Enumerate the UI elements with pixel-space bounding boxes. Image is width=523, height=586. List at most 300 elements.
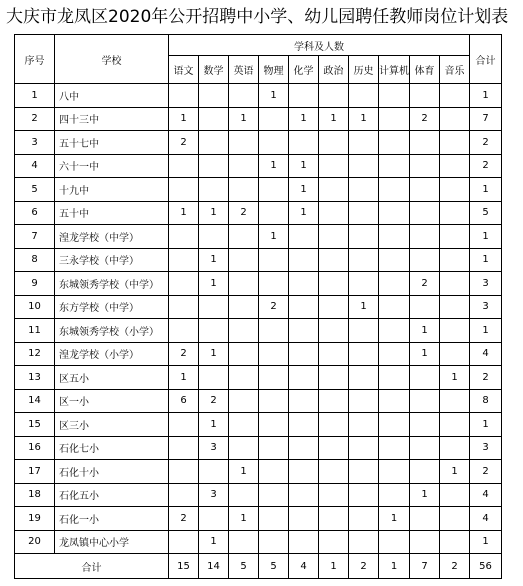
row-cell — [199, 131, 229, 155]
row-cell — [289, 84, 319, 108]
row-cell — [229, 84, 259, 108]
row-cell — [289, 319, 319, 343]
row-cell — [379, 131, 410, 155]
table-row — [15, 84, 502, 108]
row-cell — [410, 295, 440, 319]
row-cell — [199, 225, 229, 249]
row-cell — [349, 460, 379, 484]
header-subject: 数学 — [199, 56, 229, 84]
row-total: 1 — [470, 530, 502, 554]
row-cell — [199, 84, 229, 108]
grand-total: 56 — [470, 554, 502, 579]
row-cell — [379, 84, 410, 108]
header-index: 序号 — [15, 35, 55, 84]
row-cell — [319, 413, 349, 437]
header-row-top — [15, 35, 502, 56]
row-cell — [379, 483, 410, 507]
table-row — [15, 225, 502, 249]
row-cell: 1 — [319, 107, 349, 131]
row-cell — [379, 366, 410, 390]
row-cell — [229, 366, 259, 390]
row-cell — [379, 413, 410, 437]
row-total: 5 — [470, 201, 502, 225]
row-index: 20 — [15, 530, 55, 554]
row-cell — [229, 225, 259, 249]
row-cell — [440, 483, 470, 507]
row-cell — [199, 178, 229, 202]
table-row — [15, 107, 502, 131]
row-cell — [259, 201, 289, 225]
row-cell — [259, 436, 289, 460]
row-index: 1 — [15, 84, 55, 108]
row-cell — [349, 389, 379, 413]
table-row — [15, 413, 502, 437]
row-cell — [410, 530, 440, 554]
row-cell — [410, 84, 440, 108]
row-cell — [169, 178, 199, 202]
row-index: 10 — [15, 295, 55, 319]
row-cell: 1 — [199, 272, 229, 296]
row-cell: 1 — [259, 154, 289, 178]
header-subject: 化学 — [289, 56, 319, 84]
row-total: 3 — [470, 272, 502, 296]
row-school: 石化七小 — [55, 436, 169, 460]
totals-cell: 1 — [379, 554, 410, 579]
row-cell — [319, 272, 349, 296]
row-cell — [379, 530, 410, 554]
row-cell — [440, 131, 470, 155]
row-cell — [319, 436, 349, 460]
row-cell — [349, 342, 379, 366]
row-cell — [229, 319, 259, 343]
row-cell — [229, 178, 259, 202]
row-cell — [289, 483, 319, 507]
row-total: 3 — [470, 295, 502, 319]
row-cell — [259, 530, 289, 554]
row-school: 区五小 — [55, 366, 169, 390]
table-title: 大庆市龙凤区2020年公开招聘中小学、幼儿园聘任教师岗位计划表 — [6, 7, 509, 27]
row-cell — [349, 507, 379, 531]
row-cell — [259, 178, 289, 202]
table-row — [15, 436, 502, 460]
totals-cell: 2 — [440, 554, 470, 579]
row-cell: 1 — [289, 178, 319, 202]
row-cell — [440, 413, 470, 437]
row-cell: 1 — [289, 107, 319, 131]
row-cell — [379, 389, 410, 413]
table-row — [15, 342, 502, 366]
row-cell — [440, 248, 470, 272]
totals-row — [15, 554, 502, 579]
row-cell: 2 — [169, 131, 199, 155]
row-cell — [349, 413, 379, 437]
row-cell: 2 — [410, 107, 440, 131]
row-cell — [259, 366, 289, 390]
row-cell — [259, 107, 289, 131]
row-cell: 2 — [169, 342, 199, 366]
row-school: 四十三中 — [55, 107, 169, 131]
row-cell — [229, 389, 259, 413]
row-cell — [440, 272, 470, 296]
row-total: 2 — [470, 460, 502, 484]
row-cell — [259, 248, 289, 272]
row-cell: 1 — [169, 366, 199, 390]
row-cell — [169, 530, 199, 554]
row-cell: 2 — [229, 201, 259, 225]
row-cell — [379, 295, 410, 319]
row-cell — [259, 460, 289, 484]
table-row — [15, 131, 502, 155]
row-cell — [199, 154, 229, 178]
row-index: 6 — [15, 201, 55, 225]
row-index: 19 — [15, 507, 55, 531]
row-cell — [440, 342, 470, 366]
row-cell: 3 — [199, 436, 229, 460]
totals-cell: 5 — [259, 554, 289, 579]
row-index: 7 — [15, 225, 55, 249]
row-cell — [169, 413, 199, 437]
row-index: 17 — [15, 460, 55, 484]
row-cell: 1 — [289, 154, 319, 178]
row-cell — [319, 178, 349, 202]
row-cell — [410, 507, 440, 531]
row-index: 13 — [15, 366, 55, 390]
row-total: 4 — [470, 342, 502, 366]
header-subject: 体育 — [410, 56, 440, 84]
row-cell — [229, 131, 259, 155]
row-cell — [349, 319, 379, 343]
row-index: 11 — [15, 319, 55, 343]
table-row — [15, 319, 502, 343]
row-school: 湟龙学校（小学） — [55, 342, 169, 366]
row-cell: 1 — [410, 483, 440, 507]
header-subject: 语文 — [169, 56, 199, 84]
row-cell — [169, 460, 199, 484]
row-cell — [229, 413, 259, 437]
row-cell — [229, 342, 259, 366]
row-cell — [229, 295, 259, 319]
row-total: 7 — [470, 107, 502, 131]
row-cell — [349, 178, 379, 202]
row-school: 东方学校（中学） — [55, 295, 169, 319]
row-index: 2 — [15, 107, 55, 131]
row-cell — [379, 460, 410, 484]
row-index: 8 — [15, 248, 55, 272]
row-cell: 1 — [259, 84, 289, 108]
row-cell — [319, 225, 349, 249]
row-cell — [379, 248, 410, 272]
row-cell: 1 — [199, 413, 229, 437]
row-cell: 1 — [199, 342, 229, 366]
table-row — [15, 389, 502, 413]
table-row — [15, 248, 502, 272]
row-cell — [319, 248, 349, 272]
row-cell: 1 — [440, 460, 470, 484]
row-cell — [349, 483, 379, 507]
row-cell — [169, 483, 199, 507]
row-cell — [289, 389, 319, 413]
header-total: 合计 — [470, 35, 502, 84]
totals-cell: 7 — [410, 554, 440, 579]
row-cell — [349, 272, 379, 296]
table-row — [15, 366, 502, 390]
row-cell — [379, 201, 410, 225]
row-cell — [410, 436, 440, 460]
row-cell — [289, 225, 319, 249]
row-cell — [410, 178, 440, 202]
row-school: 区三小 — [55, 413, 169, 437]
row-school: 石化一小 — [55, 507, 169, 531]
row-index: 9 — [15, 272, 55, 296]
row-cell: 1 — [440, 366, 470, 390]
row-cell — [169, 225, 199, 249]
row-cell — [289, 507, 319, 531]
row-cell: 2 — [169, 507, 199, 531]
row-cell: 1 — [199, 248, 229, 272]
row-cell — [349, 131, 379, 155]
row-cell — [229, 436, 259, 460]
totals-label: 合计 — [15, 554, 169, 579]
row-school: 十九中 — [55, 178, 169, 202]
row-total: 8 — [470, 389, 502, 413]
row-cell: 1 — [229, 460, 259, 484]
row-cell — [289, 460, 319, 484]
row-cell — [379, 436, 410, 460]
totals-cell: 2 — [349, 554, 379, 579]
row-cell — [319, 507, 349, 531]
row-cell — [319, 342, 349, 366]
row-school: 八中 — [55, 84, 169, 108]
row-cell — [259, 389, 289, 413]
row-cell — [259, 507, 289, 531]
row-cell — [379, 272, 410, 296]
row-total: 2 — [470, 366, 502, 390]
row-cell — [199, 295, 229, 319]
recruitment-plan-table — [14, 34, 502, 579]
row-cell — [440, 107, 470, 131]
row-index: 5 — [15, 178, 55, 202]
row-cell — [410, 366, 440, 390]
row-cell — [229, 530, 259, 554]
row-cell — [440, 507, 470, 531]
row-cell — [440, 389, 470, 413]
totals-cell: 1 — [319, 554, 349, 579]
row-cell — [289, 295, 319, 319]
row-cell — [379, 342, 410, 366]
row-cell: 1 — [379, 507, 410, 531]
row-cell — [349, 530, 379, 554]
row-cell — [289, 413, 319, 437]
row-cell — [289, 342, 319, 366]
row-cell — [410, 248, 440, 272]
row-total: 1 — [470, 225, 502, 249]
row-total: 1 — [470, 178, 502, 202]
table-row — [15, 460, 502, 484]
row-cell — [169, 319, 199, 343]
row-cell — [440, 84, 470, 108]
row-school: 六十一中 — [55, 154, 169, 178]
totals-cell: 4 — [289, 554, 319, 579]
row-cell — [349, 248, 379, 272]
row-total: 1 — [470, 248, 502, 272]
row-school: 区一小 — [55, 389, 169, 413]
row-cell — [410, 131, 440, 155]
row-cell — [349, 436, 379, 460]
row-cell — [259, 319, 289, 343]
table-row — [15, 530, 502, 554]
row-cell: 2 — [259, 295, 289, 319]
row-cell — [289, 272, 319, 296]
row-cell — [410, 201, 440, 225]
row-cell — [440, 295, 470, 319]
row-cell — [349, 201, 379, 225]
row-index: 3 — [15, 131, 55, 155]
row-total: 1 — [470, 413, 502, 437]
row-cell: 1 — [229, 507, 259, 531]
row-cell — [319, 154, 349, 178]
row-cell — [410, 413, 440, 437]
table-row — [15, 201, 502, 225]
row-cell: 1 — [349, 295, 379, 319]
row-cell — [169, 295, 199, 319]
row-index: 16 — [15, 436, 55, 460]
row-cell — [319, 131, 349, 155]
row-cell — [259, 483, 289, 507]
table-row — [15, 178, 502, 202]
header-subjects-group: 学科及人数 — [169, 35, 470, 56]
row-cell — [319, 460, 349, 484]
row-cell — [440, 436, 470, 460]
row-cell — [440, 530, 470, 554]
row-cell — [319, 201, 349, 225]
header-subject: 计算机 — [379, 56, 410, 84]
row-cell — [440, 319, 470, 343]
row-cell — [319, 84, 349, 108]
row-cell — [319, 319, 349, 343]
header-subject: 英语 — [229, 56, 259, 84]
table-row — [15, 483, 502, 507]
row-cell — [379, 225, 410, 249]
row-school: 石化十小 — [55, 460, 169, 484]
row-cell — [410, 225, 440, 249]
table-row — [15, 507, 502, 531]
row-cell — [259, 272, 289, 296]
row-school: 龙凤镇中心小学 — [55, 530, 169, 554]
row-index: 4 — [15, 154, 55, 178]
row-cell — [289, 248, 319, 272]
row-school: 三永学校（中学） — [55, 248, 169, 272]
table-row — [15, 154, 502, 178]
row-school: 五十七中 — [55, 131, 169, 155]
row-cell — [259, 131, 289, 155]
row-cell — [169, 436, 199, 460]
row-school: 湟龙学校（中学） — [55, 225, 169, 249]
row-cell — [289, 436, 319, 460]
row-cell — [229, 154, 259, 178]
row-cell — [319, 295, 349, 319]
row-cell — [319, 389, 349, 413]
row-cell: 1 — [349, 107, 379, 131]
row-index: 12 — [15, 342, 55, 366]
row-cell — [410, 460, 440, 484]
row-cell: 2 — [410, 272, 440, 296]
row-cell — [169, 84, 199, 108]
row-cell: 6 — [169, 389, 199, 413]
row-cell — [199, 366, 229, 390]
row-cell — [169, 248, 199, 272]
row-total: 1 — [470, 319, 502, 343]
totals-cell: 14 — [199, 554, 229, 579]
row-cell — [319, 366, 349, 390]
row-school: 石化五小 — [55, 483, 169, 507]
row-total: 1 — [470, 84, 502, 108]
row-cell — [319, 530, 349, 554]
row-cell — [319, 483, 349, 507]
row-cell — [440, 178, 470, 202]
row-total: 3 — [470, 436, 502, 460]
row-total: 4 — [470, 507, 502, 531]
row-cell: 1 — [410, 342, 440, 366]
row-cell — [410, 389, 440, 413]
row-school: 东城领秀学校（小学） — [55, 319, 169, 343]
row-cell — [289, 131, 319, 155]
row-cell: 1 — [169, 107, 199, 131]
row-cell: 1 — [259, 225, 289, 249]
row-cell — [349, 366, 379, 390]
row-school: 五十中 — [55, 201, 169, 225]
row-cell: 1 — [410, 319, 440, 343]
table-row — [15, 295, 502, 319]
totals-cell: 5 — [229, 554, 259, 579]
row-cell: 3 — [199, 483, 229, 507]
row-cell — [199, 460, 229, 484]
row-total: 2 — [470, 154, 502, 178]
row-cell — [169, 272, 199, 296]
row-index: 18 — [15, 483, 55, 507]
row-cell — [440, 225, 470, 249]
row-cell — [229, 248, 259, 272]
header-school: 学校 — [55, 35, 169, 84]
row-cell — [199, 107, 229, 131]
row-total: 2 — [470, 131, 502, 155]
row-cell — [349, 84, 379, 108]
header-subject: 音乐 — [440, 56, 470, 84]
row-cell — [440, 201, 470, 225]
header-subject: 政治 — [319, 56, 349, 84]
row-cell — [440, 154, 470, 178]
header-subject: 物理 — [259, 56, 289, 84]
table-row — [15, 272, 502, 296]
header-subject: 历史 — [349, 56, 379, 84]
row-cell — [349, 154, 379, 178]
row-cell — [379, 178, 410, 202]
row-cell: 2 — [199, 389, 229, 413]
row-cell: 1 — [169, 201, 199, 225]
row-cell — [199, 319, 229, 343]
row-cell — [259, 342, 289, 366]
row-cell — [229, 272, 259, 296]
row-cell: 1 — [289, 201, 319, 225]
row-cell — [349, 225, 379, 249]
row-school: 东城领秀学校（中学） — [55, 272, 169, 296]
row-total: 4 — [470, 483, 502, 507]
row-cell — [169, 154, 199, 178]
row-cell — [379, 107, 410, 131]
row-index: 14 — [15, 389, 55, 413]
row-cell — [289, 366, 319, 390]
row-cell: 1 — [229, 107, 259, 131]
row-cell — [229, 483, 259, 507]
